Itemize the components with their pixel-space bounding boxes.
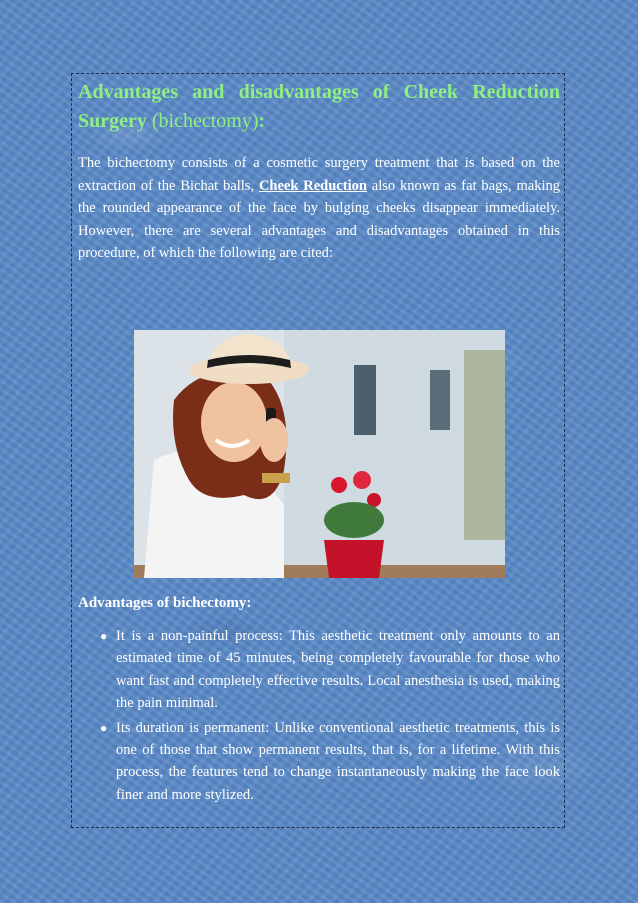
intro-text-start: The bichectomy consists of a cosmetic surgery treatment that is based on the extraction of the Bichat balls,: [78, 155, 560, 194]
title-main: Advantages and disadvantages of Cheek Reduction Surgery: [78, 81, 560, 132]
title-parenthetical: (bichectomy): [151, 110, 259, 132]
list-item: [78, 625, 560, 715]
list-item: [78, 717, 560, 807]
building-window-2: [430, 370, 450, 430]
title-colon: :: [258, 110, 266, 132]
hand: [260, 418, 288, 462]
advantages-heading: Advantages of bichectomy:: [78, 595, 252, 611]
bracelet: [262, 473, 290, 483]
tree-foliage: [464, 350, 505, 540]
flower: [331, 477, 347, 493]
building-window: [354, 365, 376, 435]
advantages-list: [78, 625, 560, 808]
article-content: [78, 78, 560, 265]
intro-text-end: also known as fat bags, making the rounded appearance of the face by bulging cheeks disappear immediately. However, there are several advantages and disadvantages obtained in this procedure, of which the following are cited:: [78, 177, 560, 262]
flower-pot: [324, 540, 384, 578]
photo-illustration: [134, 330, 505, 578]
intro-paragraph: [78, 152, 560, 265]
advantage-text: It is a non-painful process: This aesthetic treatment only amounts to an estimated time of 45 minutes, being completely favourable for those who want fast and completely effective results. Local anesthesia is used, making the pain minimal.: [116, 628, 560, 712]
bullet-icon: ●: [100, 720, 108, 735]
plant-leaves: [324, 502, 384, 538]
article-title: [78, 78, 560, 136]
flower-2: [353, 471, 371, 489]
face: [201, 382, 267, 462]
cheek-reduction-link[interactable]: Cheek Reduction: [258, 177, 367, 194]
woman-on-phone-photo: [134, 330, 505, 578]
bullet-icon: ●: [100, 629, 108, 643]
advantage-text: Its duration is permanent: Unlike conventional aesthetic treatments, this is one of those that show permanent results, that is, for a lifetime. With this process, the features tend to change instantaneously making the face look finer and more stylized.: [116, 719, 560, 803]
